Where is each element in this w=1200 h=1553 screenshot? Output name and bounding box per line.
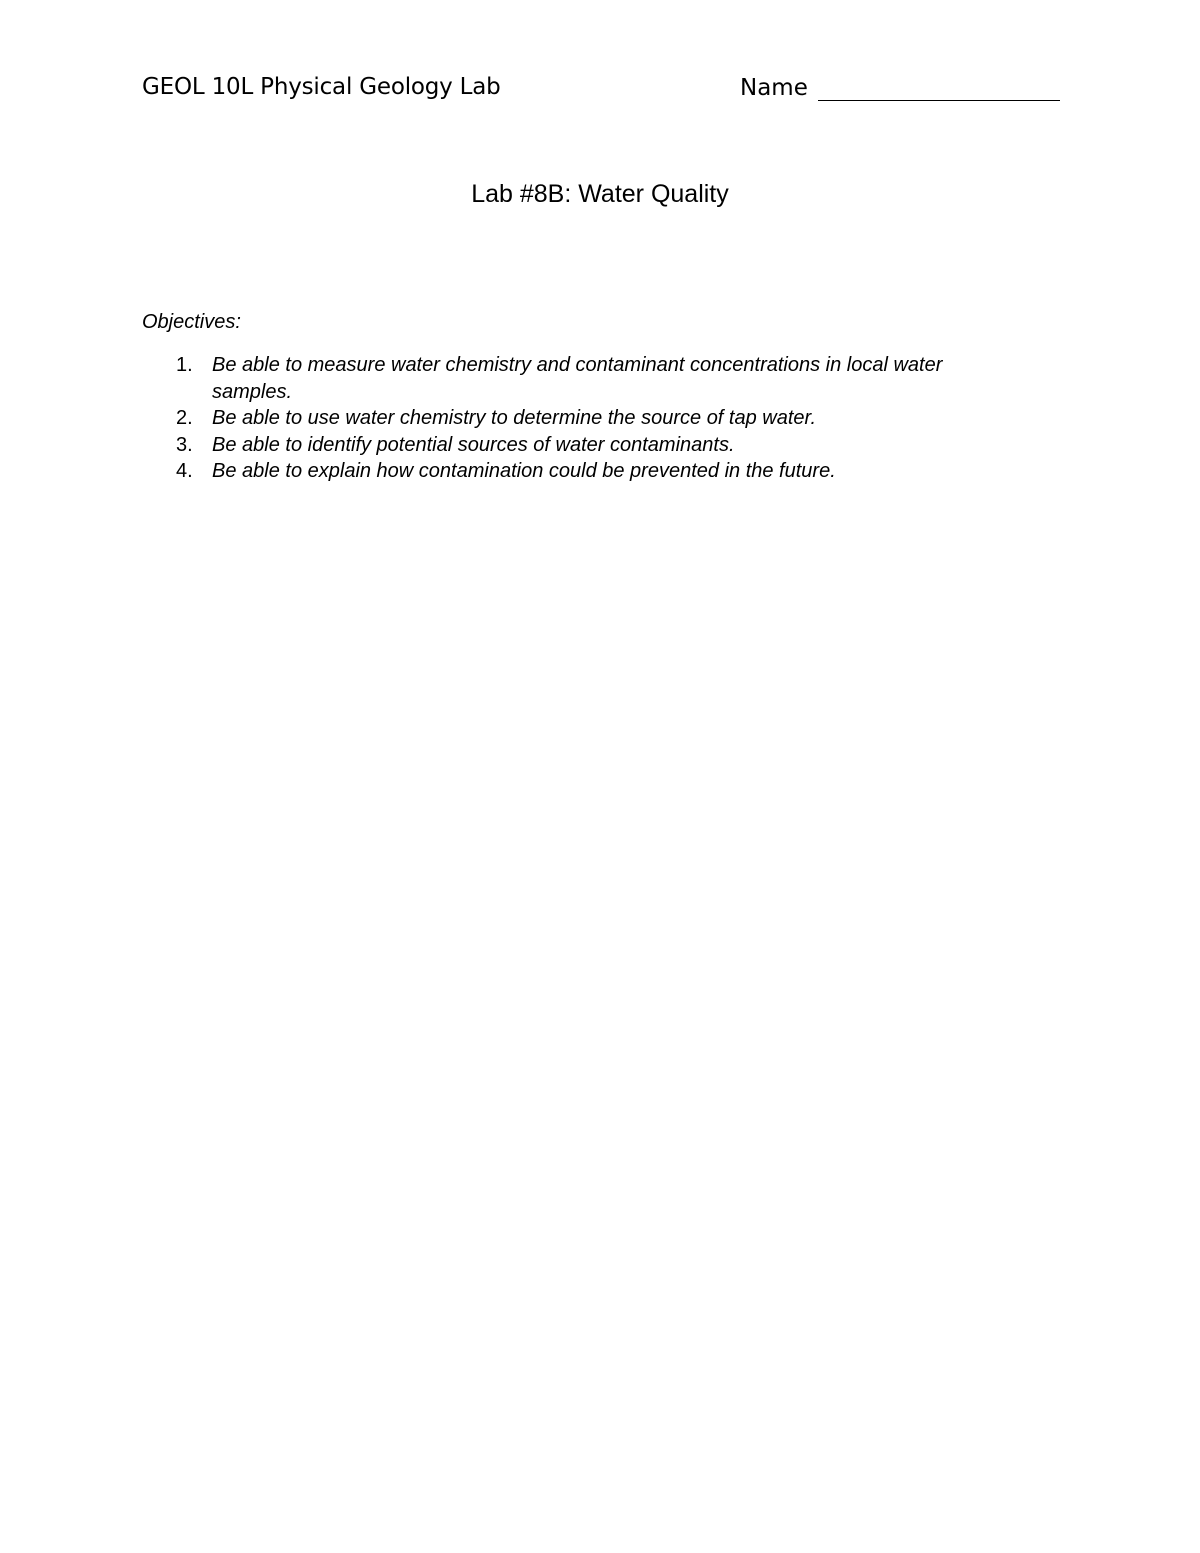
objective-number: 4. (176, 460, 193, 482)
objective-text: Be able to identify potential sources of water contaminants. (212, 433, 735, 456)
objective-item (142, 458, 1042, 485)
objective-text: Be able to explain how contamination could be prevented in the future. (212, 460, 836, 482)
objectives-list (142, 352, 1042, 485)
name-label: Name (740, 75, 808, 101)
lab-title: Lab #8B: Water Quality (471, 180, 729, 208)
course-title: GEOL 10L Physical Geology Lab (142, 74, 501, 100)
name-field (740, 74, 1060, 101)
objective-text: Be able to use water chemistry to determine the source of tap water. (212, 407, 817, 429)
objective-item (142, 405, 1042, 432)
objective-text: Be able to measure water chemistry and contaminant concentrations in local water samples. (212, 354, 943, 403)
name-blank-line (818, 74, 1060, 101)
objective-number: 3. (176, 433, 193, 456)
objective-number: 2. (176, 407, 193, 429)
objective-number: 1. (176, 354, 193, 376)
objective-item (142, 352, 1042, 405)
objectives-label: Objectives: (142, 311, 241, 333)
objective-item (142, 432, 1042, 459)
